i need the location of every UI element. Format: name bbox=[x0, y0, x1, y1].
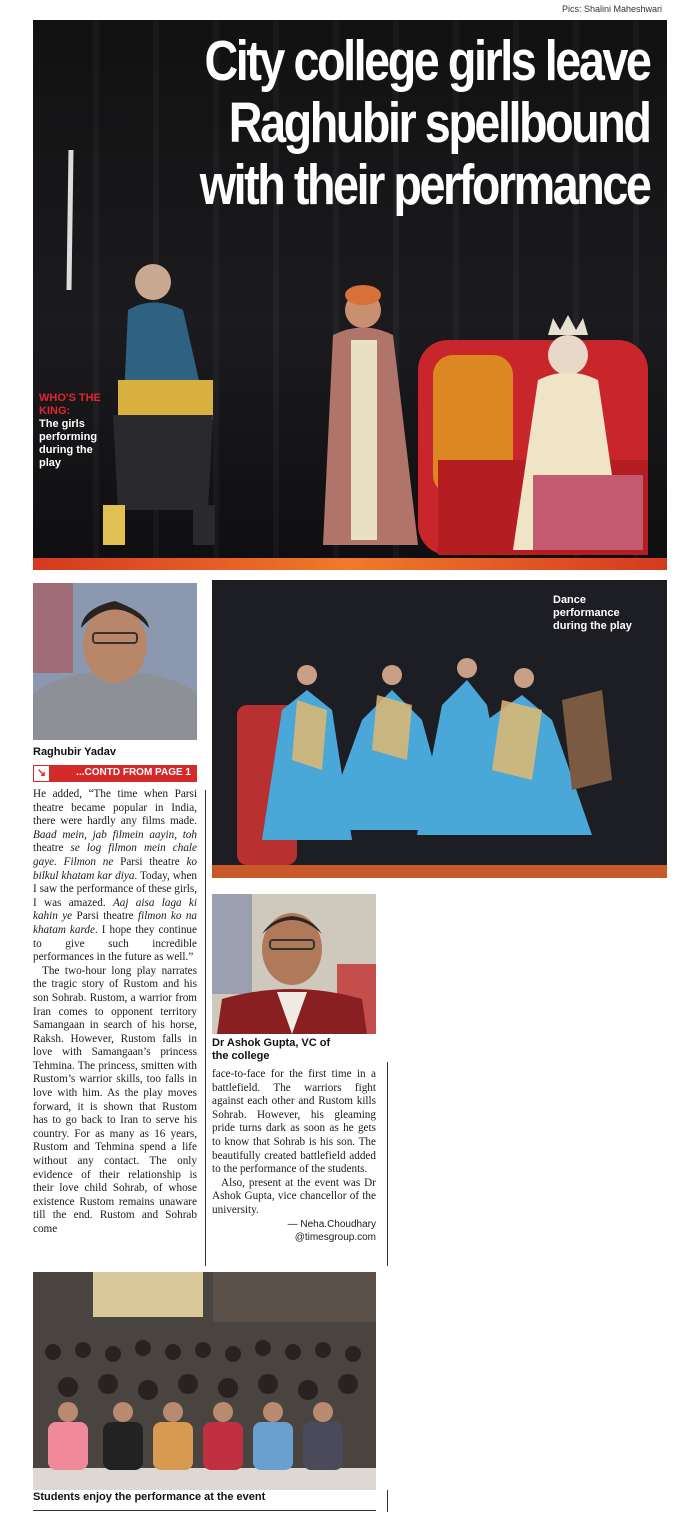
headline: City college girls leave Raghubir spellbound with their performance bbox=[199, 29, 650, 217]
arrow-icon: ↘ bbox=[34, 766, 49, 781]
continued-banner: ↘ ...CONTD FROM PAGE 1 bbox=[33, 765, 197, 782]
raghubir-yadav-photo bbox=[33, 583, 197, 740]
article-paragraph: The two-hour long play narrates the tragic story of Rustom and his son Sohrab. Rustom, a warrior from Iran comes to opponent territory Samangaan in search of his horse, Raksh. However, Rustom falls in love with Samangaan’s princess Tehmina. The princess, smitten with Rustom’s warrior skills, too falls in love with him. As the play moves forward, it is shown that Rustom has to go back to Iran to serve his country. For as many as 16 years, Rustom and Tehmina spend a life without any contact. The only evidence of their relationship is their love child Sohrab, of whose existence Rustom remains unaware till the end. Rustom and Sohrab come bbox=[33, 964, 197, 1235]
article-column-1 bbox=[33, 788, 197, 1237]
article-paragraph: face-to-face for the first time in a battlefield. The warriors fight against each other and Rustom kills Sohrab. However, his gleaming pride turns dark as soon as he gets to know that Sohrab is his son. The beautifully created battlefield added to the performance of the students. bbox=[212, 1068, 376, 1176]
column-divider bbox=[205, 790, 206, 1266]
article-paragraph: He added, “The time when Parsi theatre became popular in India, there were hardly any films made. Baad mein, jab filmein aayin, toh theatre se log filmon mein chale gaye. Filmon ne Parsi theatre ko bilkul khatam kar diya. Today, when I saw the performance of these girls, I was amazed. Aaj aisa laga ki kahin ye Parsi theatre filmon ko na khatam karde. I hope they continue to give such incredible performances in the future as well.” bbox=[33, 788, 198, 964]
ashok-gupta-photo bbox=[212, 894, 376, 1034]
main-stage-photo bbox=[33, 20, 667, 570]
byline: — Neha.Choudhary @timesgroup.com bbox=[287, 1218, 376, 1243]
bottom-rule bbox=[33, 1510, 376, 1511]
raghubir-caption: Raghubir Yadav bbox=[33, 746, 116, 758]
dance-caption: Dance performance during the play bbox=[553, 594, 632, 632]
students-caption: Students enjoy the performance at the event bbox=[33, 1491, 266, 1503]
column-divider bbox=[387, 1490, 388, 1512]
students-audience-photo bbox=[33, 1272, 376, 1490]
dance-performance-photo bbox=[212, 580, 667, 878]
column-divider bbox=[387, 1062, 388, 1266]
article-column-2 bbox=[212, 1068, 376, 1244]
main-photo-caption: WHO'S THE KING: The girls performing during the play bbox=[39, 392, 101, 469]
stage-floor bbox=[33, 558, 667, 570]
ashok-caption: Dr Ashok Gupta, VC of the college bbox=[212, 1037, 331, 1062]
article-paragraph: Also, present at the event was Dr Ashok Gupta, vice chancellor of the university. bbox=[212, 1176, 376, 1216]
photo-credit: Pics: Shalini Maheshwari bbox=[561, 4, 662, 14]
